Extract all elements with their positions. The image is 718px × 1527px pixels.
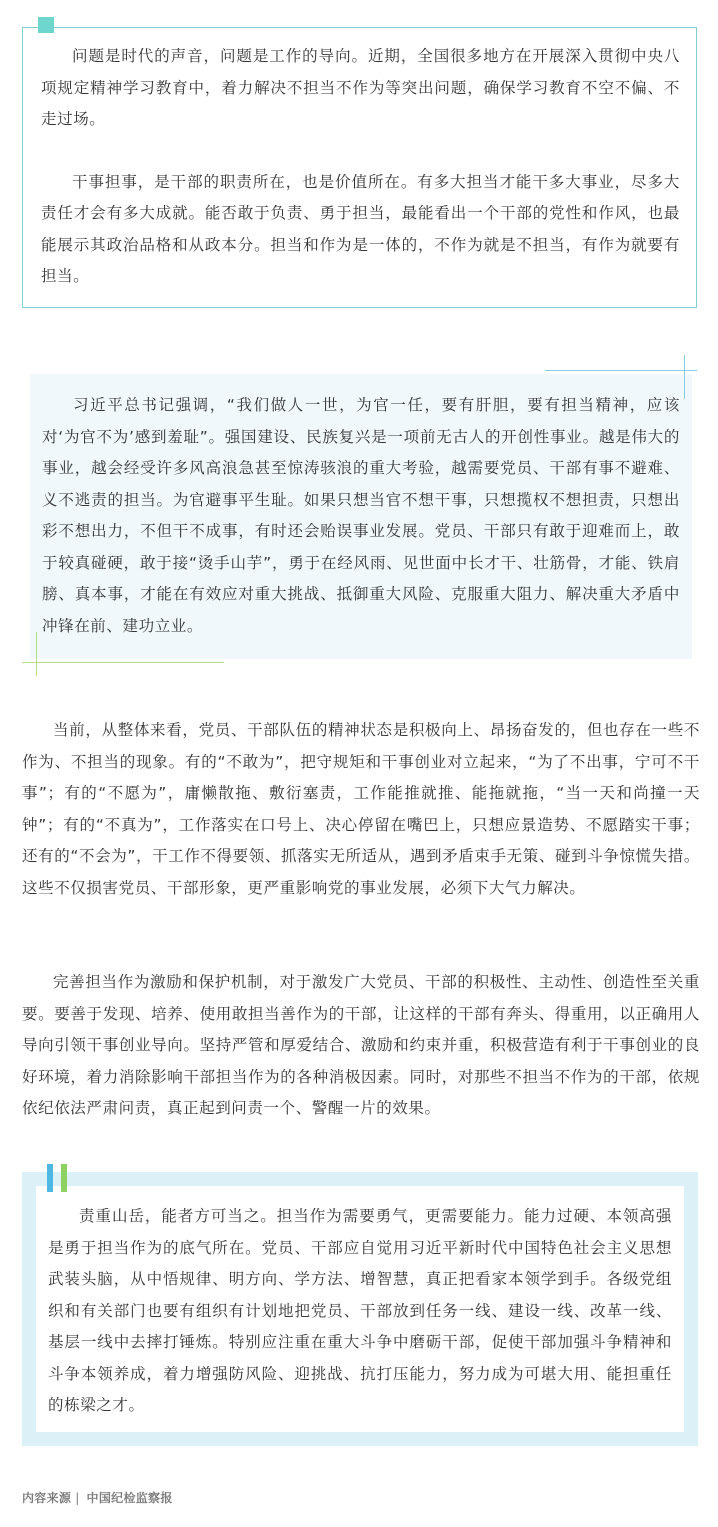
source-label: 内容来源 [22, 1491, 72, 1505]
top-right-line-decoration [545, 370, 697, 371]
content-source [22, 1489, 173, 1506]
top-right-line-decoration-vertical [684, 355, 685, 399]
source-separator: | [75, 1491, 80, 1505]
quote-box [30, 374, 692, 659]
body-paragraph-1: 当前，从整体来看，党员、干部队伍的精神状态是积极向上、昂扬奋发的，但也存在一些不作为、不担当的现象。有的“不敢为”，把守规矩和干事创业对立起来，“为了不出事，宁可不干事”；有的“不愿为”，庸懒散拖、敷衍塞责，工作能推就推、能拖就拖，“当一天和尚撞一天钟”；有的“不真为”，工作落实在口号上、决心停留在嘴巴上，只想应景造势、不愿踏实干事；还有的“不会为”，干工作不得要领、抓落实无所适从，遇到矛盾束手无策、碰到斗争惊慌失措。这些不仅损害党员、干部形象，更严重影响党的事业发展，必须下大气力解决。 [22, 721, 700, 897]
intro-paragraph-2: 干事担事，是干部的职责所在，也是价值所在。有多大担当才能干多大事业，尽多大责任才会有多大成就。能否敢于负责、勇于担当，最能看出一个干部的党性和作风，也最能展示其政治品格和从政本分。担当和作为是一体的，不作为就是不担当，有作为就要有担当。 [41, 172, 680, 285]
source-name: 中国纪检监察报 [86, 1491, 173, 1505]
intro-paragraph-1: 问题是时代的声音，问题是工作的导向。近期，全国很多地方在开展深入贯彻中央八项规定精神学习教育中，着力解决不担当不作为等突出问题，确保学习教育不空不偏、不走过场。 [41, 47, 680, 128]
body-paragraph-2: 完善担当作为激励和保护机制，对于激发广大党员、干部的积极性、主动性、创造性至关重要。要善于发现、培养、使用敢担当善作为的干部，让这样的干部有奔头、得重用，以正确用人导向引领干事创业导向。坚持严管和厚爱结合、激励和约束并重，积极营造有利于干事创业的良好环境，着力消除影响干部担当作为的各种消极因素。同时，对那些不担当不作为的干部，依规依纪依法严肃问责，真正起到问责一个、警醒一片的效果。 [22, 973, 700, 1117]
quote-paragraph: 习近平总书记强调，“我们做人一世，为官一任，要有肝胆，要有担当精神，应该对‘为官不为’感到羞耻”。强国建设、民族复兴是一项前无古人的开创性事业。越是伟大的事业，越会经受许多风高浪急甚至惊涛骇浪的重大考验，越需要党员、干部有事不避难、义不逃责的担当。为官避事平生耻。如果只想当官不想干事，只想揽权不想担责，只想出彩不想出力，不但干不成事，有时还会贻误事业发展。党员、干部只有敢于迎难而上，敢于较真碰硬，敢于接“烫手山芋”，勇于在经风雨、见世面中长才干、壮筋骨，才能、铁肩膀、真本事，才能在有效应对重大挑战、抵御重大风险、克服重大阻力、解决重大矛盾中冲锋在前、建功立业。 [42, 396, 680, 635]
body-section-2 [22, 967, 700, 1125]
closing-box-inner [36, 1186, 684, 1432]
corner-square-decoration [38, 17, 54, 33]
closing-box [22, 1172, 698, 1446]
body-section-1 [22, 715, 700, 904]
bottom-left-line-decoration-vertical [36, 632, 37, 676]
bottom-left-line-decoration [22, 662, 224, 663]
closing-paragraph: 责重山岳，能者方可当之。担当作为需要勇气，更需要能力。能力过硬、本领高强是勇于担当作为的底气所在。党员、干部应自觉用习近平新时代中国特色社会主义思想武装头脑，从中悟规律、明方向、学方法、增智慧，真正把看家本领学到手。各级党组织和有关部门也要有组织有计划地把党员、干部放到任务一线、建设一线、改革一线、基层一线中去摔打锤炼。特别应注重在重大斗争中磨砺干部，促使干部加强斗争精神和斗争本领养成，着力增强防风险、迎挑战、抗打压能力，努力成为可堪大用、能担重任的栋梁之才。 [48, 1207, 672, 1414]
intro-box [22, 27, 697, 308]
green-bar-decoration [61, 1164, 67, 1192]
blue-bar-decoration [47, 1164, 53, 1192]
